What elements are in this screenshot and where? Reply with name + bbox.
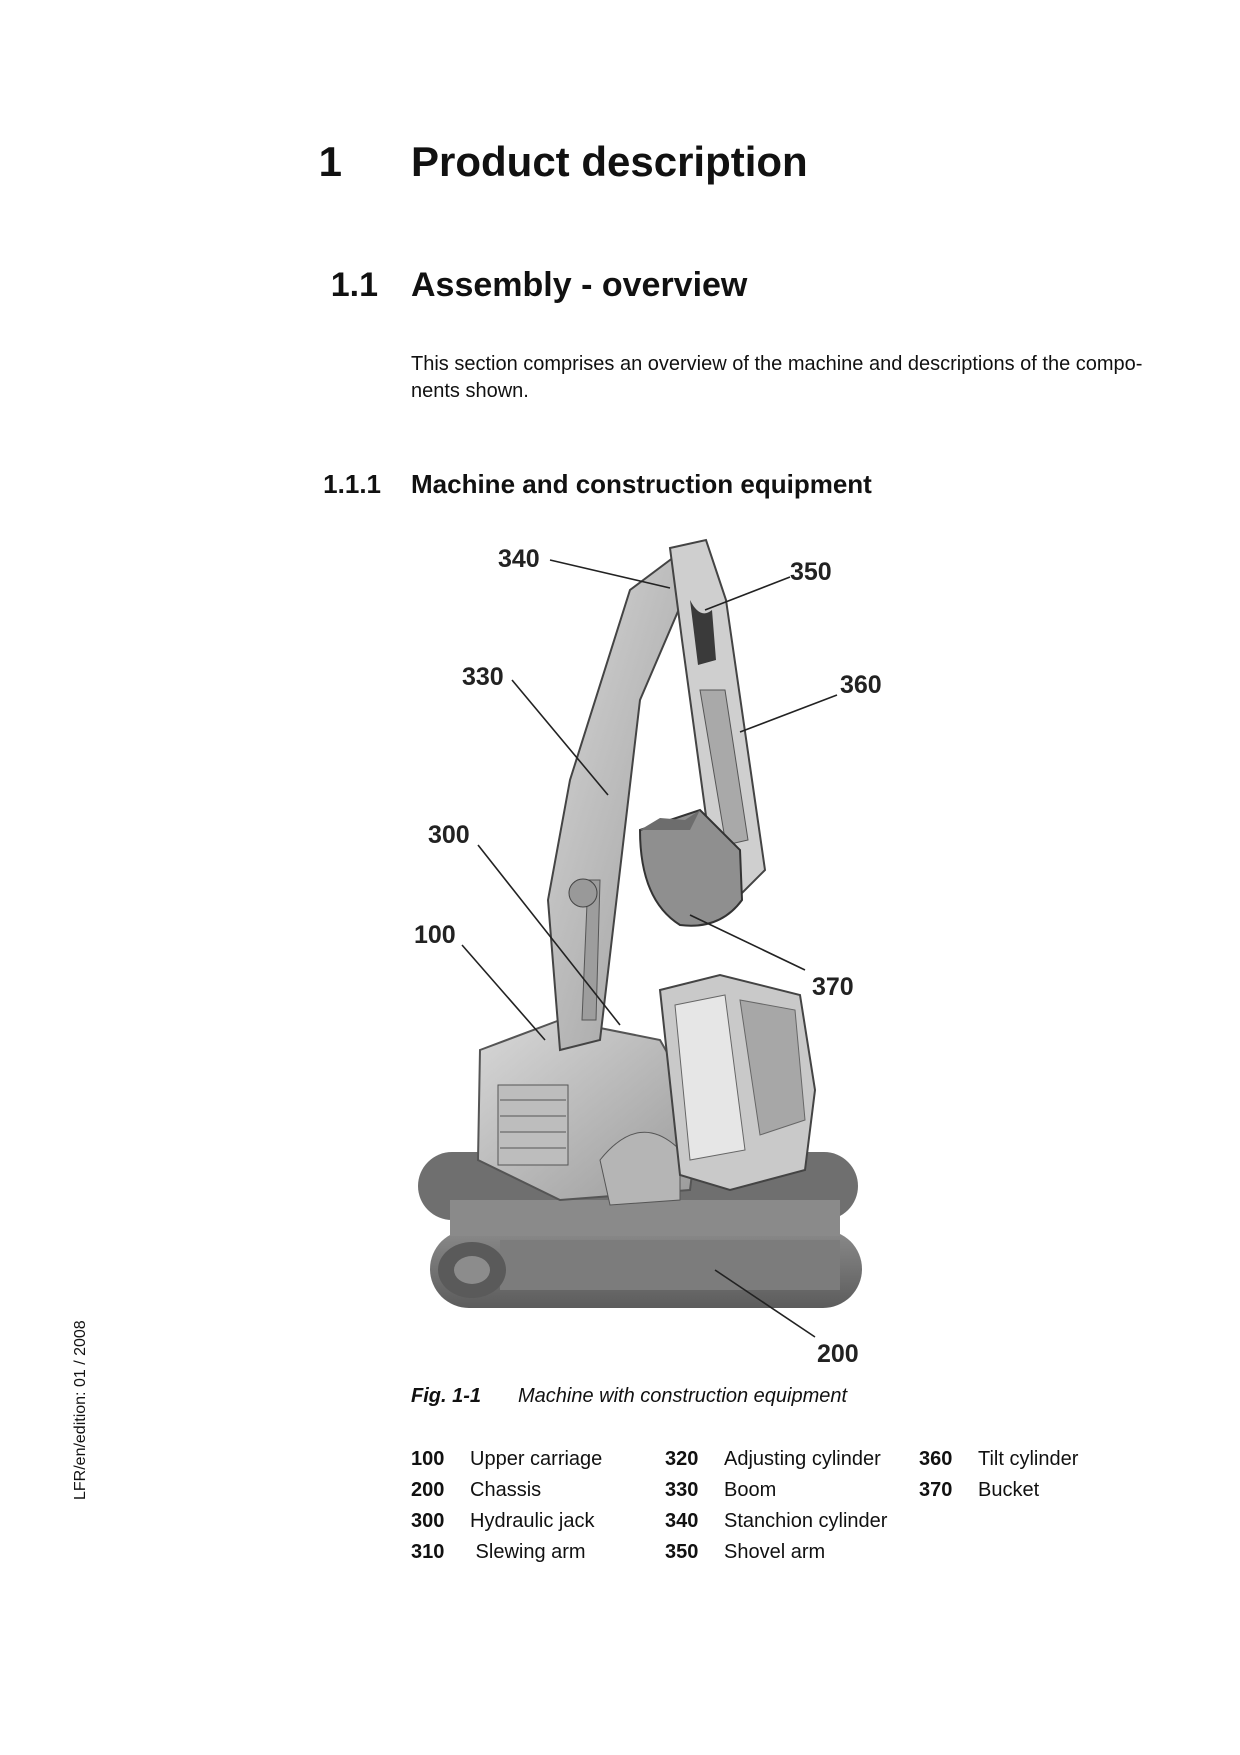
callout-370: 370	[812, 973, 854, 1001]
section-number: 1.1	[330, 266, 378, 304]
figure-caption: Machine with construction equipment	[518, 1385, 848, 1407]
legend-text: Slewing arm	[470, 1541, 586, 1563]
intro-paragraph: This section comprises an overview of the machine and descriptions of the compo- nents shown.	[411, 353, 1143, 402]
callout-360: 360	[840, 671, 882, 699]
upper-carriage-illustration	[478, 975, 815, 1205]
figure-label: Fig. 1-1	[411, 1385, 482, 1407]
legend-number: 100	[411, 1448, 445, 1470]
legend-text: Boom	[724, 1479, 777, 1501]
callout-350: 350	[790, 558, 832, 586]
legend-text: Hydraulic jack	[470, 1510, 595, 1532]
edition-side-label: LFR/en/edition: 01 / 2008	[72, 1320, 89, 1500]
legend-number: 360	[919, 1448, 953, 1470]
legend-number: 330	[665, 1479, 699, 1501]
legend-number: 370	[919, 1479, 953, 1501]
legend-text: Upper carriage	[470, 1448, 603, 1470]
legend-text: Bucket	[978, 1479, 1040, 1501]
boom-illustration	[548, 545, 700, 1050]
legend-number: 350	[665, 1541, 699, 1563]
legend-text: Stanchion cylinder	[724, 1510, 888, 1532]
callout-100: 100	[414, 921, 456, 949]
legend-number: 200	[411, 1479, 445, 1501]
callout-330: 330	[462, 663, 504, 691]
chapter-number: 1	[318, 138, 342, 185]
callout-340: 340	[498, 545, 540, 573]
legend-text: Chassis	[470, 1479, 542, 1501]
legend-number: 340	[665, 1510, 699, 1532]
legend-text: Tilt cylinder	[978, 1448, 1079, 1470]
legend-number: 300	[411, 1510, 445, 1532]
legend-number: 320	[665, 1448, 699, 1470]
subsection-number: 1.1.1	[323, 469, 381, 499]
section-title: Assembly - overview	[411, 266, 748, 304]
legend-number: 310	[411, 1541, 445, 1563]
legend-text: Shovel arm	[724, 1541, 826, 1563]
chapter-title: Product description	[411, 138, 808, 185]
subsection-title: Machine and construction equipment	[411, 469, 872, 499]
callout-200: 200	[817, 1340, 859, 1368]
legend-text: Adjusting cylinder	[724, 1448, 881, 1470]
callout-300: 300	[428, 821, 470, 849]
